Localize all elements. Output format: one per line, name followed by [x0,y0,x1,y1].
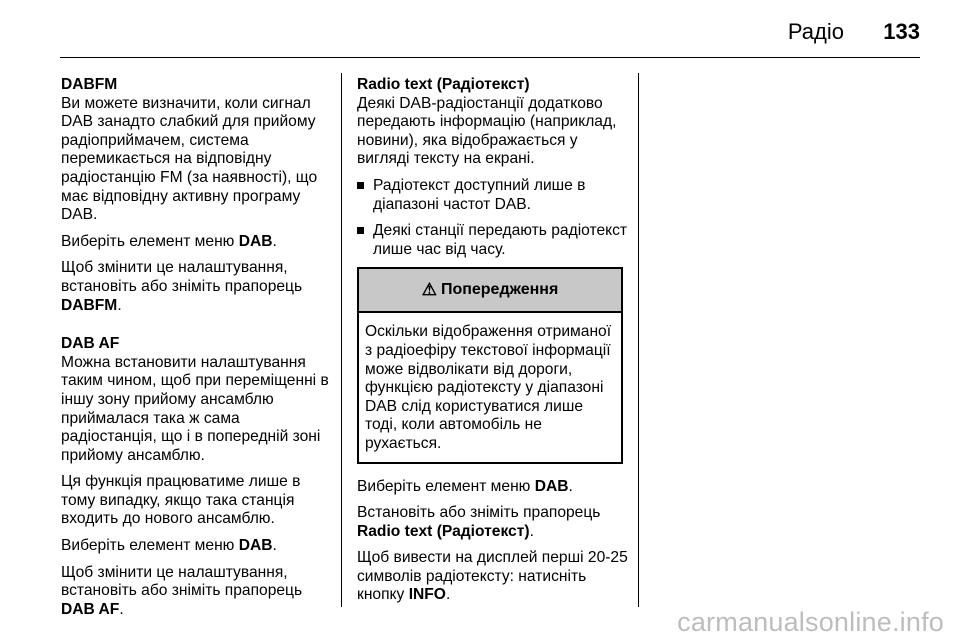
menu-dab-label: DAB [238,232,273,250]
radiotext-bullet-list [357,177,629,259]
period: . [272,232,277,250]
period: . [272,537,277,555]
dabaf-description: Можна встановити налаштування таким чином, щоб при переміщенні в іншу зону прийому ансамблю приймалася така ж сама радіостанція, що і в попередній зоні прийому ансамблю. [61,353,329,464]
watermark: carmanualsonline.info [677,607,944,637]
section-gap [61,323,333,335]
period: . [117,296,122,314]
select-prefix: Виберіть елемент меню [61,537,239,555]
radiotext-select-instruction [357,478,629,497]
period: . [529,522,534,540]
radiotext-flag-label: Radio text (Радіотекст) [357,522,530,540]
column-divider-2 [638,73,639,607]
page-header [0,0,960,60]
menu-dab-label: DAB [534,477,569,495]
bullet-square-icon [357,227,364,234]
select-prefix: Виберіть елемент меню [357,477,535,495]
dabfm-description: Ви можете визначити, коли сигнал DAB занадто слабкий для прийому радіоприймачем, система перемикається на відповідну радіостанцію FM (за наявності), що має відповідну активну програму DAB. [61,94,318,224]
list-item [357,177,629,214]
warning-header [359,269,621,313]
bullet-square-icon [357,182,364,189]
dabfm-change-instruction [61,259,333,315]
warning-text: Оскільки відображення отриманої з радіоефіру текстової інформації може відволікати від дороги, функцією радіотексту у діапазоні DAB слід користуватися лише тоді, коли автомобіль не рухається. [365,323,612,452]
change-setting-text: Щоб змінити це налаштування, встановіть або зніміть прапорець [61,563,303,600]
dabaf-select-instruction [61,537,333,556]
dabfm-title: DABFM [61,76,118,93]
radiotext-flag-instruction [357,504,629,541]
radiotext-description: Деякі DAB-радіостанції додатково передають інформацію (наприклад, новини), яка відображається у вигляді тексту на екрані. [357,94,617,168]
warning-triangle-icon: ⚠ [421,280,437,300]
page-title: Радіо [787,19,844,44]
set-flag-text: Встановіть або зніміть прапорець [357,504,601,522]
header-rule [60,57,920,58]
period: . [119,600,124,618]
bullet-text: Деякі станції передають радіотекст лише час від часу. [373,222,628,258]
warning-box [357,267,623,463]
left-column [61,76,333,627]
dabfm-flag-label: DABFM [61,296,118,314]
display-instruction-text: Щоб вивести на дисплей перші 20-25 символів радіотексту: натисніть кнопку [357,549,628,604]
period: . [445,586,451,604]
radiotext-display-instruction [357,549,629,605]
dabaf-title: DAB AF [61,335,120,353]
dabaf-note: Ця функція працюватиме лише в тому випадку, якщо така станція входить до нового ансамблю. [61,473,301,528]
radiotext-title: Radio text (Радіотекст) [357,76,530,93]
info-button-label: INFO [408,586,446,604]
select-prefix: Виберіть елемент меню [61,232,239,250]
middle-column [357,76,629,613]
column-divider-1 [341,73,342,607]
period: . [568,477,573,495]
dabaf-flag-label: DAB AF [61,600,120,618]
page-number: 133 [883,19,920,44]
bullet-text: Радіотекст доступний лише в діапазоні частот DAB. [373,176,586,213]
dabfm-select-instruction [61,233,333,252]
warning-title: Попередження [440,281,559,299]
change-setting-text: Щоб змінити це налаштування, встановіть або зніміть прапорець [61,259,303,295]
list-item [357,222,629,259]
dabaf-change-instruction [61,564,333,620]
menu-dab-label: DAB [238,537,273,555]
